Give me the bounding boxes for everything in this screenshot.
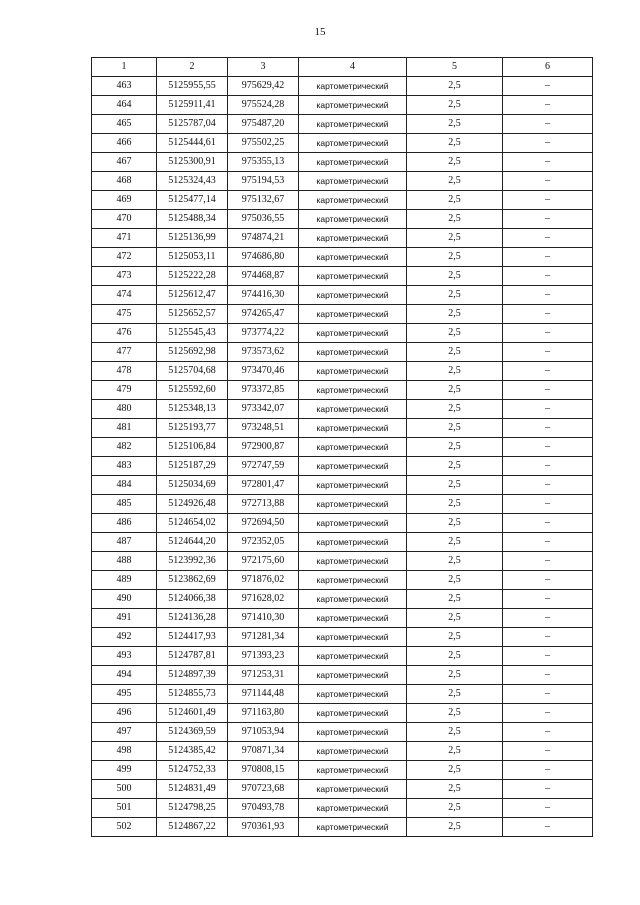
accuracy-cell: 2,5 xyxy=(407,324,503,343)
point-number-cell: 482 xyxy=(92,438,157,457)
point-number-cell: 501 xyxy=(92,799,157,818)
point-number-cell: 468 xyxy=(92,172,157,191)
table-row xyxy=(92,438,593,457)
table-row xyxy=(92,381,593,400)
method-cell: картометрический xyxy=(299,552,407,571)
table-row xyxy=(92,77,593,96)
description-cell: – xyxy=(503,153,593,172)
point-number-cell: 488 xyxy=(92,552,157,571)
y-coordinate-cell: 971410,30 xyxy=(228,609,299,628)
point-number-cell: 473 xyxy=(92,267,157,286)
description-cell: – xyxy=(503,609,593,628)
table-row xyxy=(92,628,593,647)
description-cell: – xyxy=(503,305,593,324)
y-coordinate-cell: 970723,68 xyxy=(228,780,299,799)
table-row xyxy=(92,818,593,837)
method-cell: картометрический xyxy=(299,229,407,248)
method-cell: картометрический xyxy=(299,324,407,343)
accuracy-cell: 2,5 xyxy=(407,362,503,381)
table-row xyxy=(92,153,593,172)
x-coordinate-cell: 5125187,29 xyxy=(157,457,228,476)
description-cell: – xyxy=(503,210,593,229)
table-row xyxy=(92,590,593,609)
accuracy-cell: 2,5 xyxy=(407,533,503,552)
description-cell: – xyxy=(503,628,593,647)
y-coordinate-cell: 972352,05 xyxy=(228,533,299,552)
point-number-cell: 494 xyxy=(92,666,157,685)
y-coordinate-cell: 971163,80 xyxy=(228,704,299,723)
accuracy-cell: 2,5 xyxy=(407,286,503,305)
y-coordinate-cell: 974468,87 xyxy=(228,267,299,286)
method-cell: картометрический xyxy=(299,343,407,362)
method-cell: картометрический xyxy=(299,723,407,742)
header-cell: 5 xyxy=(407,58,503,77)
description-cell: – xyxy=(503,495,593,514)
y-coordinate-cell: 971253,31 xyxy=(228,666,299,685)
x-coordinate-cell: 5124066,38 xyxy=(157,590,228,609)
accuracy-cell: 2,5 xyxy=(407,476,503,495)
table-row xyxy=(92,400,593,419)
method-cell: картометрический xyxy=(299,400,407,419)
table-row xyxy=(92,704,593,723)
description-cell: – xyxy=(503,381,593,400)
coordinates-table xyxy=(91,57,593,837)
accuracy-cell: 2,5 xyxy=(407,723,503,742)
x-coordinate-cell: 5124867,22 xyxy=(157,818,228,837)
point-number-cell: 476 xyxy=(92,324,157,343)
method-cell: картометрический xyxy=(299,495,407,514)
y-coordinate-cell: 973248,51 xyxy=(228,419,299,438)
x-coordinate-cell: 5125652,57 xyxy=(157,305,228,324)
accuracy-cell: 2,5 xyxy=(407,571,503,590)
x-coordinate-cell: 5125106,84 xyxy=(157,438,228,457)
accuracy-cell: 2,5 xyxy=(407,628,503,647)
table-row xyxy=(92,666,593,685)
x-coordinate-cell: 5124644,20 xyxy=(157,533,228,552)
x-coordinate-cell: 5125477,14 xyxy=(157,191,228,210)
accuracy-cell: 2,5 xyxy=(407,780,503,799)
y-coordinate-cell: 971144,48 xyxy=(228,685,299,704)
description-cell: – xyxy=(503,685,593,704)
x-coordinate-cell: 5124855,73 xyxy=(157,685,228,704)
point-number-cell: 487 xyxy=(92,533,157,552)
description-cell: – xyxy=(503,514,593,533)
accuracy-cell: 2,5 xyxy=(407,267,503,286)
x-coordinate-cell: 5125193,77 xyxy=(157,419,228,438)
point-number-cell: 499 xyxy=(92,761,157,780)
table-row xyxy=(92,96,593,115)
y-coordinate-cell: 972747,59 xyxy=(228,457,299,476)
table-row xyxy=(92,267,593,286)
point-number-cell: 495 xyxy=(92,685,157,704)
accuracy-cell: 2,5 xyxy=(407,210,503,229)
method-cell: картометрический xyxy=(299,590,407,609)
y-coordinate-cell: 975355,13 xyxy=(228,153,299,172)
y-coordinate-cell: 971628,02 xyxy=(228,590,299,609)
method-cell: картометрический xyxy=(299,514,407,533)
description-cell: – xyxy=(503,704,593,723)
accuracy-cell: 2,5 xyxy=(407,590,503,609)
x-coordinate-cell: 5125545,43 xyxy=(157,324,228,343)
description-cell: – xyxy=(503,533,593,552)
description-cell: – xyxy=(503,96,593,115)
x-coordinate-cell: 5124752,33 xyxy=(157,761,228,780)
point-number-cell: 500 xyxy=(92,780,157,799)
table-row xyxy=(92,685,593,704)
point-number-cell: 493 xyxy=(92,647,157,666)
point-number-cell: 467 xyxy=(92,153,157,172)
point-number-cell: 479 xyxy=(92,381,157,400)
accuracy-cell: 2,5 xyxy=(407,647,503,666)
x-coordinate-cell: 5125911,41 xyxy=(157,96,228,115)
method-cell: картометрический xyxy=(299,115,407,134)
point-number-cell: 483 xyxy=(92,457,157,476)
y-coordinate-cell: 971876,02 xyxy=(228,571,299,590)
method-cell: картометрический xyxy=(299,210,407,229)
method-cell: картометрический xyxy=(299,628,407,647)
x-coordinate-cell: 5125053,11 xyxy=(157,248,228,267)
y-coordinate-cell: 974416,30 xyxy=(228,286,299,305)
x-coordinate-cell: 5124654,02 xyxy=(157,514,228,533)
x-coordinate-cell: 5124787,81 xyxy=(157,647,228,666)
y-coordinate-cell: 971393,23 xyxy=(228,647,299,666)
table-row xyxy=(92,761,593,780)
method-cell: картометрический xyxy=(299,362,407,381)
table-row xyxy=(92,134,593,153)
description-cell: – xyxy=(503,115,593,134)
method-cell: картометрический xyxy=(299,818,407,837)
method-cell: картометрический xyxy=(299,799,407,818)
table-row xyxy=(92,514,593,533)
accuracy-cell: 2,5 xyxy=(407,799,503,818)
accuracy-cell: 2,5 xyxy=(407,400,503,419)
table-row xyxy=(92,305,593,324)
x-coordinate-cell: 5125955,55 xyxy=(157,77,228,96)
y-coordinate-cell: 974265,47 xyxy=(228,305,299,324)
method-cell: картометрический xyxy=(299,438,407,457)
description-cell: – xyxy=(503,362,593,381)
page-number: 15 xyxy=(314,26,326,38)
accuracy-cell: 2,5 xyxy=(407,305,503,324)
method-cell: картометрический xyxy=(299,77,407,96)
point-number-cell: 502 xyxy=(92,818,157,837)
y-coordinate-cell: 970493,78 xyxy=(228,799,299,818)
y-coordinate-cell: 970361,93 xyxy=(228,818,299,837)
y-coordinate-cell: 973342,07 xyxy=(228,400,299,419)
y-coordinate-cell: 973372,85 xyxy=(228,381,299,400)
accuracy-cell: 2,5 xyxy=(407,704,503,723)
description-cell: – xyxy=(503,77,593,96)
description-cell: – xyxy=(503,267,593,286)
point-number-cell: 492 xyxy=(92,628,157,647)
x-coordinate-cell: 5124897,39 xyxy=(157,666,228,685)
method-cell: картометрический xyxy=(299,457,407,476)
accuracy-cell: 2,5 xyxy=(407,134,503,153)
accuracy-cell: 2,5 xyxy=(407,457,503,476)
method-cell: картометрический xyxy=(299,761,407,780)
description-cell: – xyxy=(503,343,593,362)
description-cell: – xyxy=(503,647,593,666)
accuracy-cell: 2,5 xyxy=(407,115,503,134)
x-coordinate-cell: 5125348,13 xyxy=(157,400,228,419)
method-cell: картометрический xyxy=(299,685,407,704)
table-row xyxy=(92,571,593,590)
y-coordinate-cell: 975524,28 xyxy=(228,96,299,115)
point-number-cell: 474 xyxy=(92,286,157,305)
accuracy-cell: 2,5 xyxy=(407,96,503,115)
description-cell: – xyxy=(503,248,593,267)
y-coordinate-cell: 972713,88 xyxy=(228,495,299,514)
x-coordinate-cell: 5123992,36 xyxy=(157,552,228,571)
x-coordinate-cell: 5125612,47 xyxy=(157,286,228,305)
method-cell: картометрический xyxy=(299,609,407,628)
point-number-cell: 486 xyxy=(92,514,157,533)
accuracy-cell: 2,5 xyxy=(407,172,503,191)
table-row xyxy=(92,324,593,343)
table-row xyxy=(92,552,593,571)
table-row xyxy=(92,191,593,210)
x-coordinate-cell: 5125704,68 xyxy=(157,362,228,381)
method-cell: картометрический xyxy=(299,666,407,685)
method-cell: картометрический xyxy=(299,533,407,552)
table-body xyxy=(92,58,593,837)
y-coordinate-cell: 974874,21 xyxy=(228,229,299,248)
point-number-cell: 481 xyxy=(92,419,157,438)
table-row xyxy=(92,799,593,818)
x-coordinate-cell: 5124136,28 xyxy=(157,609,228,628)
y-coordinate-cell: 973470,46 xyxy=(228,362,299,381)
description-cell: – xyxy=(503,666,593,685)
x-coordinate-cell: 5123862,69 xyxy=(157,571,228,590)
x-coordinate-cell: 5125324,43 xyxy=(157,172,228,191)
method-cell: картометрический xyxy=(299,305,407,324)
accuracy-cell: 2,5 xyxy=(407,761,503,780)
x-coordinate-cell: 5124926,48 xyxy=(157,495,228,514)
description-cell: – xyxy=(503,191,593,210)
accuracy-cell: 2,5 xyxy=(407,818,503,837)
description-cell: – xyxy=(503,438,593,457)
y-coordinate-cell: 972801,47 xyxy=(228,476,299,495)
description-cell: – xyxy=(503,780,593,799)
header-cell: 4 xyxy=(299,58,407,77)
method-cell: картометрический xyxy=(299,153,407,172)
table-row xyxy=(92,172,593,191)
method-cell: картометрический xyxy=(299,191,407,210)
header-cell: 2 xyxy=(157,58,228,77)
y-coordinate-cell: 972694,50 xyxy=(228,514,299,533)
method-cell: картометрический xyxy=(299,381,407,400)
x-coordinate-cell: 5125787,04 xyxy=(157,115,228,134)
accuracy-cell: 2,5 xyxy=(407,191,503,210)
description-cell: – xyxy=(503,799,593,818)
y-coordinate-cell: 971053,94 xyxy=(228,723,299,742)
point-number-cell: 491 xyxy=(92,609,157,628)
table-row xyxy=(92,495,593,514)
accuracy-cell: 2,5 xyxy=(407,495,503,514)
point-number-cell: 477 xyxy=(92,343,157,362)
method-cell: картометрический xyxy=(299,647,407,666)
y-coordinate-cell: 974686,80 xyxy=(228,248,299,267)
table-row xyxy=(92,723,593,742)
method-cell: картометрический xyxy=(299,476,407,495)
table-row xyxy=(92,647,593,666)
x-coordinate-cell: 5125692,98 xyxy=(157,343,228,362)
description-cell: – xyxy=(503,400,593,419)
description-cell: – xyxy=(503,590,593,609)
description-cell: – xyxy=(503,324,593,343)
point-number-cell: 497 xyxy=(92,723,157,742)
table-row xyxy=(92,343,593,362)
table-row xyxy=(92,115,593,134)
table-row xyxy=(92,286,593,305)
x-coordinate-cell: 5124369,59 xyxy=(157,723,228,742)
table-row xyxy=(92,457,593,476)
accuracy-cell: 2,5 xyxy=(407,229,503,248)
y-coordinate-cell: 975487,20 xyxy=(228,115,299,134)
y-coordinate-cell: 971281,34 xyxy=(228,628,299,647)
accuracy-cell: 2,5 xyxy=(407,514,503,533)
x-coordinate-cell: 5125136,99 xyxy=(157,229,228,248)
point-number-cell: 472 xyxy=(92,248,157,267)
description-cell: – xyxy=(503,723,593,742)
header-cell: 3 xyxy=(228,58,299,77)
y-coordinate-cell: 970808,15 xyxy=(228,761,299,780)
method-cell: картометрический xyxy=(299,248,407,267)
accuracy-cell: 2,5 xyxy=(407,343,503,362)
method-cell: картометрический xyxy=(299,419,407,438)
y-coordinate-cell: 972175,60 xyxy=(228,552,299,571)
x-coordinate-cell: 5124601,49 xyxy=(157,704,228,723)
header-row xyxy=(92,58,593,77)
method-cell: картометрический xyxy=(299,704,407,723)
description-cell: – xyxy=(503,457,593,476)
y-coordinate-cell: 973774,22 xyxy=(228,324,299,343)
table-row xyxy=(92,229,593,248)
description-cell: – xyxy=(503,742,593,761)
table-row xyxy=(92,362,593,381)
x-coordinate-cell: 5124798,25 xyxy=(157,799,228,818)
y-coordinate-cell: 975036,55 xyxy=(228,210,299,229)
accuracy-cell: 2,5 xyxy=(407,666,503,685)
accuracy-cell: 2,5 xyxy=(407,381,503,400)
description-cell: – xyxy=(503,419,593,438)
table-row xyxy=(92,742,593,761)
y-coordinate-cell: 972900,87 xyxy=(228,438,299,457)
y-coordinate-cell: 975502,25 xyxy=(228,134,299,153)
point-number-cell: 469 xyxy=(92,191,157,210)
description-cell: – xyxy=(503,286,593,305)
x-coordinate-cell: 5125222,28 xyxy=(157,267,228,286)
accuracy-cell: 2,5 xyxy=(407,248,503,267)
accuracy-cell: 2,5 xyxy=(407,77,503,96)
y-coordinate-cell: 973573,62 xyxy=(228,343,299,362)
x-coordinate-cell: 5125034,69 xyxy=(157,476,228,495)
point-number-cell: 485 xyxy=(92,495,157,514)
header-cell: 1 xyxy=(92,58,157,77)
table-row xyxy=(92,476,593,495)
description-cell: – xyxy=(503,761,593,780)
point-number-cell: 471 xyxy=(92,229,157,248)
accuracy-cell: 2,5 xyxy=(407,552,503,571)
method-cell: картометрический xyxy=(299,267,407,286)
point-number-cell: 496 xyxy=(92,704,157,723)
point-number-cell: 466 xyxy=(92,134,157,153)
accuracy-cell: 2,5 xyxy=(407,153,503,172)
y-coordinate-cell: 970871,34 xyxy=(228,742,299,761)
x-coordinate-cell: 5125444,61 xyxy=(157,134,228,153)
point-number-cell: 470 xyxy=(92,210,157,229)
description-cell: – xyxy=(503,818,593,837)
table-row xyxy=(92,533,593,552)
accuracy-cell: 2,5 xyxy=(407,685,503,704)
header-cell: 6 xyxy=(503,58,593,77)
table-row xyxy=(92,210,593,229)
point-number-cell: 475 xyxy=(92,305,157,324)
description-cell: – xyxy=(503,172,593,191)
x-coordinate-cell: 5124385,42 xyxy=(157,742,228,761)
point-number-cell: 498 xyxy=(92,742,157,761)
table-row xyxy=(92,780,593,799)
point-number-cell: 463 xyxy=(92,77,157,96)
point-number-cell: 490 xyxy=(92,590,157,609)
description-cell: – xyxy=(503,552,593,571)
method-cell: картометрический xyxy=(299,96,407,115)
method-cell: картометрический xyxy=(299,172,407,191)
point-number-cell: 484 xyxy=(92,476,157,495)
accuracy-cell: 2,5 xyxy=(407,438,503,457)
table-row xyxy=(92,419,593,438)
x-coordinate-cell: 5125592,60 xyxy=(157,381,228,400)
description-cell: – xyxy=(503,134,593,153)
accuracy-cell: 2,5 xyxy=(407,742,503,761)
table-row xyxy=(92,248,593,267)
point-number-cell: 480 xyxy=(92,400,157,419)
y-coordinate-cell: 975194,53 xyxy=(228,172,299,191)
description-cell: – xyxy=(503,571,593,590)
point-number-cell: 489 xyxy=(92,571,157,590)
point-number-cell: 464 xyxy=(92,96,157,115)
y-coordinate-cell: 975132,67 xyxy=(228,191,299,210)
accuracy-cell: 2,5 xyxy=(407,419,503,438)
description-cell: – xyxy=(503,229,593,248)
point-number-cell: 465 xyxy=(92,115,157,134)
method-cell: картометрический xyxy=(299,134,407,153)
method-cell: картометрический xyxy=(299,286,407,305)
table-row xyxy=(92,609,593,628)
y-coordinate-cell: 975629,42 xyxy=(228,77,299,96)
method-cell: картометрический xyxy=(299,780,407,799)
method-cell: картометрический xyxy=(299,742,407,761)
x-coordinate-cell: 5124417,93 xyxy=(157,628,228,647)
x-coordinate-cell: 5125488,34 xyxy=(157,210,228,229)
description-cell: – xyxy=(503,476,593,495)
point-number-cell: 478 xyxy=(92,362,157,381)
x-coordinate-cell: 5124831,49 xyxy=(157,780,228,799)
x-coordinate-cell: 5125300,91 xyxy=(157,153,228,172)
method-cell: картометрический xyxy=(299,571,407,590)
accuracy-cell: 2,5 xyxy=(407,609,503,628)
